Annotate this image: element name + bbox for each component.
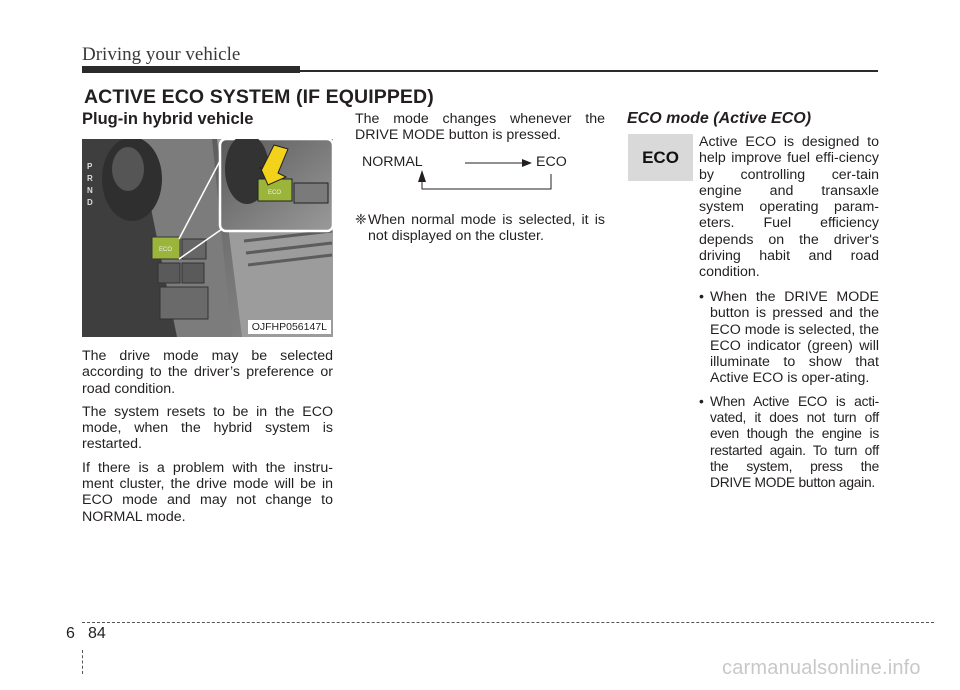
left-paragraph-1: The drive mode may be selected according to the driver’s preference or road condition. xyxy=(82,348,333,397)
watermark: carmanualsonline.info xyxy=(722,657,921,679)
cluster-note xyxy=(355,212,605,245)
bullet-icon: • xyxy=(699,289,704,305)
diagram-eco-label: ECO xyxy=(536,154,567,170)
active-eco-description: Active ECO is designed to help improve fuel effi-ciency by controlling cer-tain engine and transaxle system operating param-eters. Fuel efficiency depends on the driver's driving habit and road condition. xyxy=(699,134,879,281)
section-title: ACTIVE ECO SYSTEM (IF EQUIPPED) xyxy=(84,86,434,108)
gear-letter-n: N xyxy=(87,186,93,195)
header-bar xyxy=(82,66,300,73)
gear-letter-d: D xyxy=(87,198,93,207)
inset-eco-label: ECO xyxy=(268,190,282,196)
console-illustration xyxy=(82,139,333,337)
gear-letter-p: P xyxy=(87,162,93,171)
mode-change-intro: The mode changes whenever the DRIVE MODE button is pressed. xyxy=(355,111,605,144)
subtitle-plugin-hybrid: Plug-in hybrid vehicle xyxy=(82,110,254,128)
header-rule xyxy=(300,70,878,72)
mode-cycle-diagram xyxy=(362,154,582,196)
left-paragraph-3: If there is a problem with the instru-ment cluster, the drive mode will be in ECO mode and may not change to NORMAL mode. xyxy=(82,459,333,525)
arrow-up-icon xyxy=(418,170,426,182)
bullet-icon: • xyxy=(699,393,704,409)
bullet-text-1: When the DRIVE MODE button is pressed and the ECO mode is selected, the ECO indicator (green) will illuminate to show that Active ECO is oper-ating. xyxy=(710,289,879,387)
chapter-number: 6 xyxy=(66,625,75,642)
drive-mode-photo xyxy=(82,139,333,337)
footer-divider xyxy=(82,650,83,674)
eco-mode-heading: ECO mode (Active ECO) xyxy=(627,110,812,127)
list-item xyxy=(699,289,879,387)
left-paragraph-2: The system resets to be in the ECO mode, when the hybrid system is restarted. xyxy=(82,403,333,453)
footer-rule xyxy=(82,622,934,623)
left-text-block xyxy=(82,348,333,525)
bullet-text-2: When Active ECO is acti-vated, it does not turn off even though the engine is restarted again. To turn off the system, press the DRIVE MODE button again. xyxy=(710,393,879,491)
eco-badge-label: ECO xyxy=(642,147,679,167)
arrow-right-icon xyxy=(522,159,532,167)
note-symbol-icon: ❈ xyxy=(355,212,367,228)
eco-indicator-badge xyxy=(628,134,693,181)
cluster-note-text: When normal mode is selected, it is not displayed on the cluster. xyxy=(368,212,605,245)
active-eco-bullets xyxy=(699,283,879,492)
mode-cycle-arrows xyxy=(362,154,582,196)
chapter-header: Driving your vehicle xyxy=(82,44,241,65)
gear-letter-r: R xyxy=(87,174,93,183)
diagram-normal-label: NORMAL xyxy=(362,154,423,170)
figure-code: OJFHP056147L xyxy=(248,320,331,334)
eco-button-label: ECO xyxy=(159,247,173,253)
list-item xyxy=(699,394,879,492)
page-number: 84 xyxy=(88,625,106,642)
